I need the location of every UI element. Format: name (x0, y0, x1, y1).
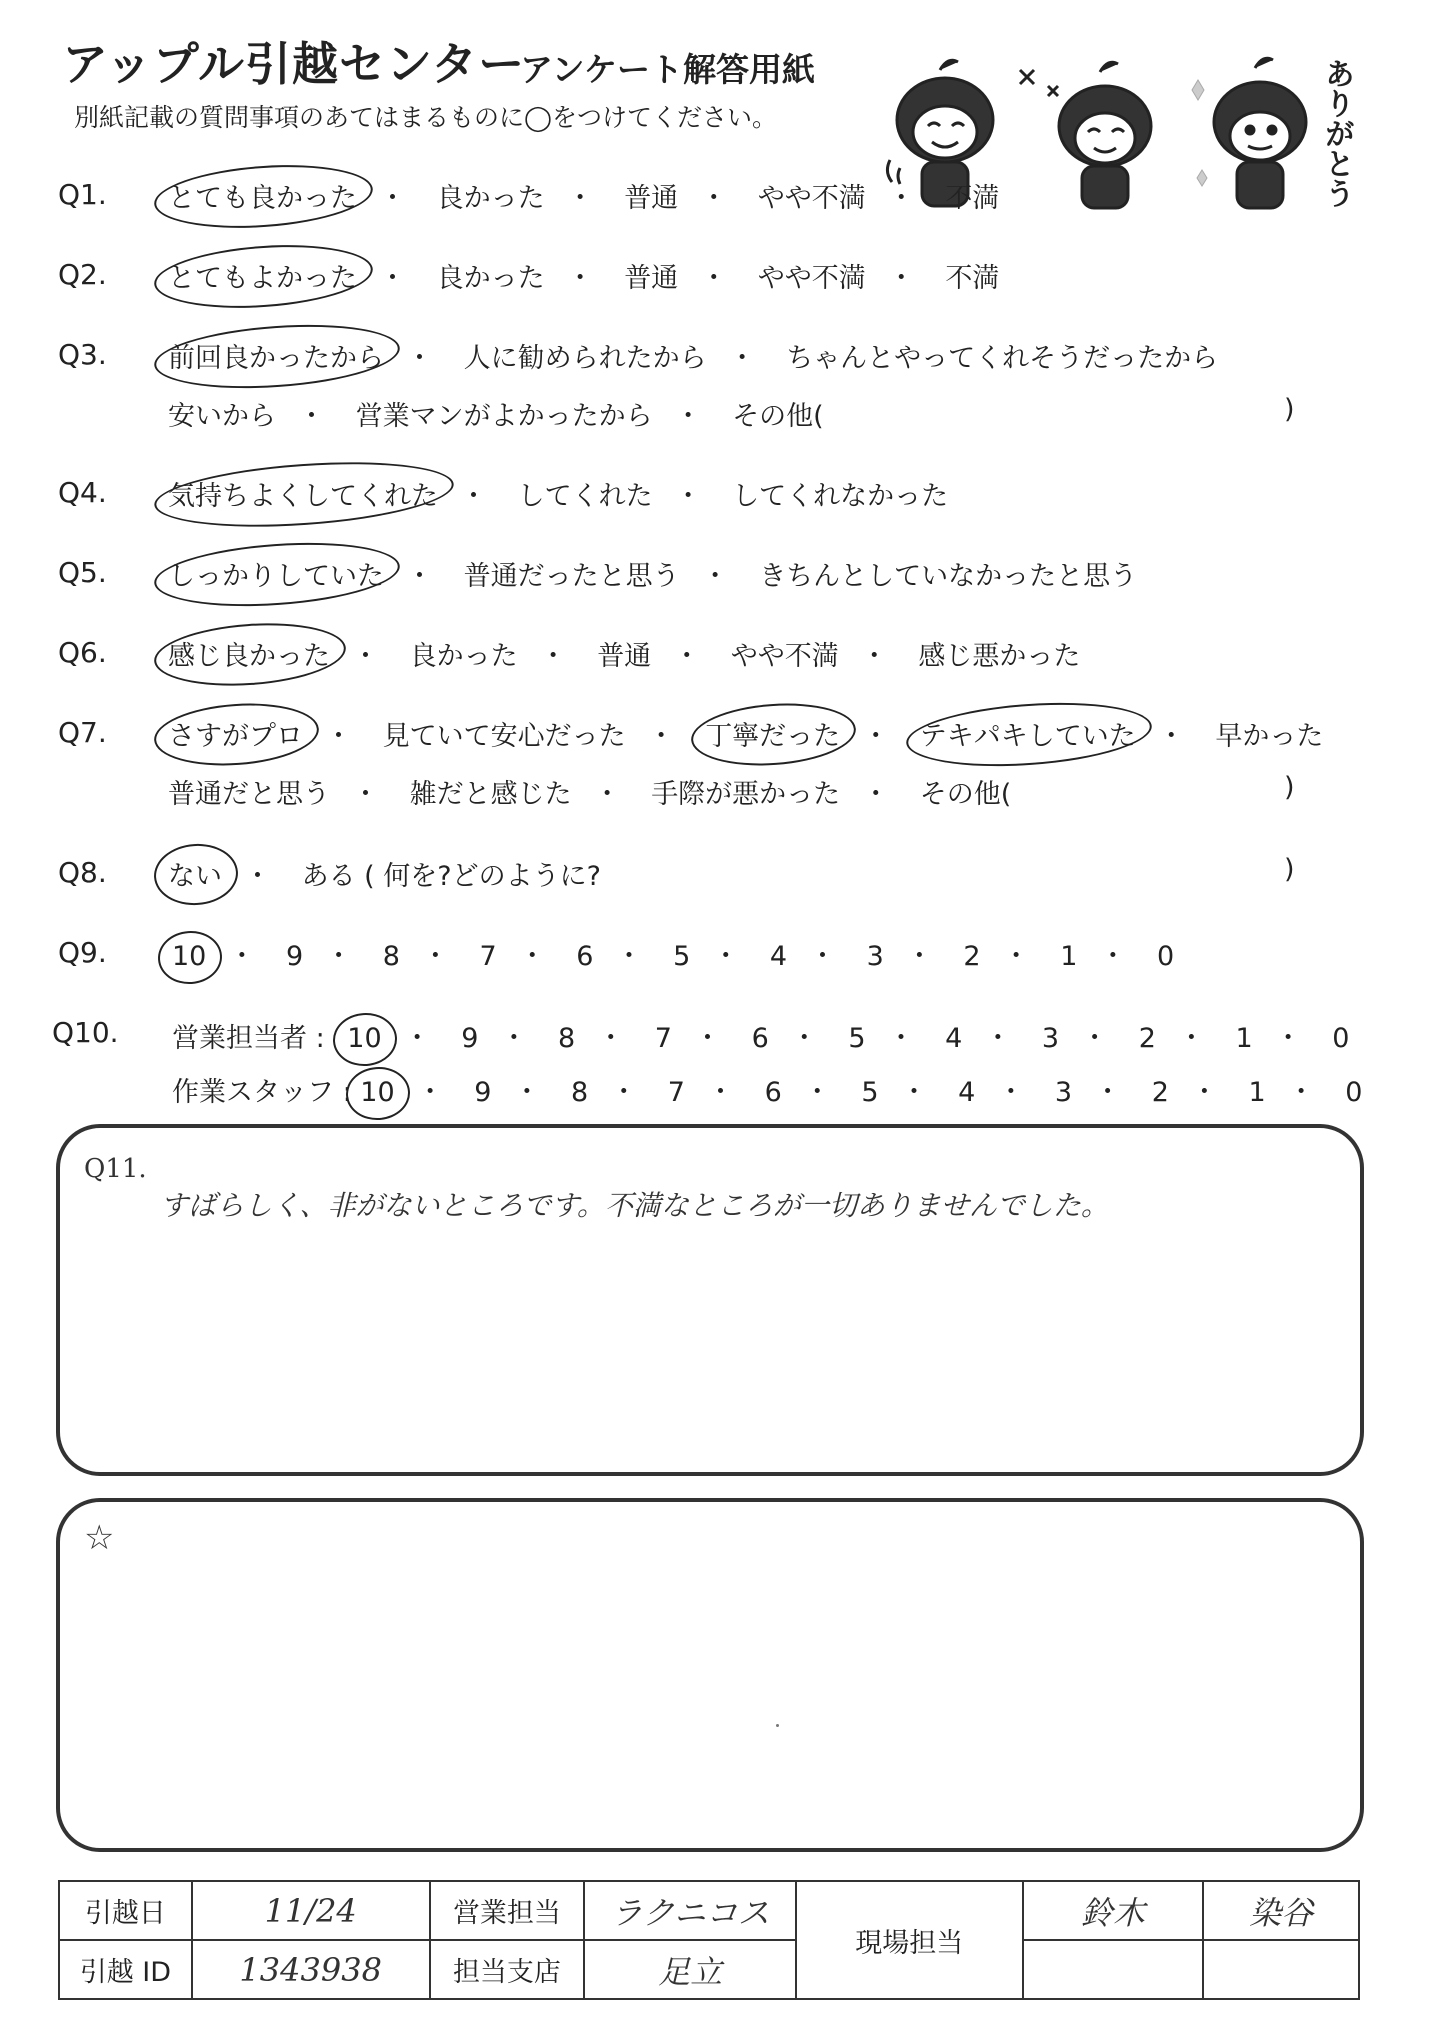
answer-option: 早かった (1215, 721, 1324, 752)
answer-options: 感じ良かった ・ 良かった ・ 普通 ・ やや不満 ・ 感じ悪かった (168, 634, 1080, 673)
question-number: Q2. (58, 258, 107, 291)
answer-option-selected: 気持ちよくしてくれた (168, 474, 438, 513)
answer-option: してくれた (517, 481, 653, 512)
q11-handwritten-answer: すばらしく、非がないところです。不満なところが一切ありませんでした。 (160, 1189, 1109, 1222)
score-option: 0 (1332, 1023, 1350, 1054)
answer-option-selected: とても良かった (168, 176, 357, 215)
score-option: 2 (1138, 1023, 1156, 1054)
score-option: 3 (1054, 1077, 1073, 1108)
star-icon: ☆ (84, 1518, 115, 1558)
answer-options: しっかりしていた ・ 普通だったと思う ・ きちんとしていなかったと思う (168, 554, 1137, 593)
answer-option-selected: さすがプロ (168, 714, 303, 753)
answer-option: その他( (919, 779, 1012, 810)
answer-option-selected: テキパキしていた (920, 714, 1136, 753)
answer-option: 見ていて安心だった (382, 721, 626, 752)
score-option: 4 (945, 1023, 963, 1054)
score-option: 5 (848, 1023, 866, 1054)
score-option: 5 (673, 941, 691, 972)
score-option: 2 (963, 941, 981, 972)
question-number: Q8. (58, 856, 107, 889)
site-staff-blank-1 (1023, 1940, 1204, 1999)
answer-option: 雑だと感じた (409, 779, 572, 810)
question-number: Q1. (58, 178, 107, 211)
answer-option-selected: 前回良かったから (168, 336, 384, 375)
score-option: 9 (474, 1077, 492, 1108)
score-option: 2 (1151, 1077, 1169, 1108)
answer-options: 安いから ・ 営業マンがよかったから ・ その他( (168, 394, 824, 433)
answer-option-selected: しっかりしていた (168, 554, 384, 593)
answer-options: 普通だと思う ・ 雑だと感じた ・ 手際が悪かった ・ その他( (168, 772, 1011, 811)
score-selected: 10 (360, 1077, 395, 1108)
score-options: 10 ・ 9 ・ 8 ・ 7 ・ 6 ・ 5 ・ 4 ・ 3 ・ 2 ・ 1 ・ 0 (172, 941, 1175, 972)
score-option: 8 (558, 1023, 576, 1054)
question-number: Q5. (58, 556, 107, 589)
score-option: 1 (1248, 1077, 1266, 1108)
sales-staff-value: ラクニコス (584, 1881, 796, 1940)
answer-option: 感じ悪かった (918, 641, 1081, 672)
q11-comment-box (56, 1124, 1364, 1476)
site-staff-1: 鈴木 (1023, 1881, 1204, 1940)
score-option: 1 (1060, 941, 1078, 972)
answer-option: やや不満 (757, 183, 866, 214)
answer-option-selected: ない (168, 854, 222, 893)
score-sublabel: 作業スタッフ : (172, 1077, 352, 1108)
question-number: Q7. (58, 716, 107, 749)
answer-option: 営業マンがよかったから (355, 401, 653, 432)
score-option: 1 (1235, 1023, 1253, 1054)
answer-option: 良かった (409, 641, 518, 672)
answer-option: 良かった (436, 263, 545, 294)
q11-label: Q11. (84, 1154, 147, 1184)
answer-options: とてもよかった ・ 良かった ・ 普通 ・ やや不満 ・ 不満 (168, 256, 999, 295)
answer-option: 人に勧められたから (463, 343, 707, 374)
star-comment-box (56, 1498, 1364, 1852)
site-staff-label: 現場担当 (796, 1881, 1023, 1999)
score-option: 6 (751, 1023, 769, 1054)
score-option: 6 (764, 1077, 782, 1108)
answer-options: 気持ちよくしてくれた ・ してくれた ・ してくれなかった (168, 474, 948, 513)
site-staff-blank-2 (1203, 1940, 1359, 1999)
closing-paren: ) (1284, 854, 1295, 885)
question-number: Q6. (58, 636, 107, 669)
question-number: Q3. (58, 338, 107, 371)
score-option: 7 (667, 1077, 685, 1108)
move-date-label: 引越日 (59, 1881, 192, 1940)
sales-staff-label: 営業担当 (430, 1881, 585, 1940)
company-title: アップル引越センター (62, 37, 526, 91)
move-info-table (58, 1880, 1360, 2000)
score-option: 6 (576, 941, 594, 972)
score-option: 4 (769, 941, 788, 972)
score-option: 7 (654, 1023, 672, 1054)
score-option: 8 (382, 941, 400, 972)
score-option: 0 (1156, 941, 1175, 972)
score-option: 9 (461, 1023, 479, 1054)
answer-options: さすがプロ ・ 見ていて安心だった ・ 丁寧だった ・ テキパキしていた ・ 早かった (168, 714, 1323, 753)
move-date-value: 11/24 (192, 1881, 430, 1940)
question-number: Q4. (58, 476, 107, 509)
score-selected: 10 (172, 941, 207, 972)
site-staff-2: 染谷 (1203, 1881, 1359, 1940)
answer-option: その他( (732, 401, 824, 432)
answer-option: してくれなかった (732, 481, 949, 512)
form-title: アンケート解答用紙 (520, 50, 816, 89)
move-id-value: 1343938 (192, 1940, 430, 1999)
answer-option: やや不満 (730, 641, 839, 672)
closing-paren: ) (1284, 772, 1295, 803)
stray-mark (776, 1724, 779, 1727)
answer-option-selected: とてもよかった (168, 256, 357, 295)
score-sublabel: 営業担当者 : (172, 1023, 325, 1054)
thanks-text: ありがとう (1319, 58, 1354, 208)
score-option: 8 (571, 1077, 589, 1108)
answer-option: ある ( 何を?どのように? (301, 861, 601, 892)
answer-options: とても良かった ・ 良かった ・ 普通 ・ やや不満 ・ 不満 (168, 176, 999, 215)
answer-option: 普通 (624, 183, 679, 214)
score-option: 5 (861, 1077, 879, 1108)
answer-option: 普通だったと思う (463, 561, 680, 592)
answer-option: 普通 (624, 263, 679, 294)
answer-option: 手際が悪かった (651, 779, 841, 810)
answer-option: ちゃんとやってくれそうだったから (786, 343, 1219, 374)
score-option: 4 (958, 1077, 976, 1108)
branch-label: 担当支店 (430, 1940, 585, 1999)
answer-option: 不満 (945, 263, 1000, 294)
answer-option: 安いから (168, 401, 276, 432)
score-option: 9 (285, 941, 304, 972)
answer-options: 前回良かったから ・ 人に勧められたから ・ ちゃんとやってくれそうだったから (168, 336, 1218, 375)
answer-option: 普通だと思う (168, 779, 330, 810)
question-number: Q10. (52, 1016, 119, 1049)
score-option: 3 (1041, 1023, 1060, 1054)
score-selected: 10 (347, 1023, 382, 1054)
score-option: 7 (479, 941, 497, 972)
answer-option: やや不満 (757, 263, 866, 294)
instruction-text: 別紙記載の質問事項のあてはまるものに◯をつけてください。 (74, 103, 777, 132)
closing-paren: ) (1284, 394, 1295, 425)
answer-option: 良かった (436, 183, 545, 214)
score-option: 3 (866, 941, 884, 972)
score-options: 作業スタッフ : 10 ・ 9 ・ 8 ・ 7 ・ 6 ・ 5 ・ 4 ・ 3 ・ 2 ・ 1 ・ 0 (172, 1070, 1362, 1109)
score-options: 営業担当者 : 10 ・ 9 ・ 8 ・ 7 ・ 6 ・ 5 ・ 4 ・ 3 ・ 2 ・ 1 ・ 0 (172, 1016, 1349, 1055)
answer-option: 普通 (597, 641, 652, 672)
move-id-label: 引越 ID (59, 1940, 192, 1999)
answer-option-selected: 感じ良かった (168, 634, 330, 673)
branch-value: 足立 (584, 1940, 796, 1999)
answer-option: きちんとしていなかったと思う (759, 561, 1138, 592)
score-option: 0 (1345, 1077, 1363, 1108)
answer-options: ない ・ ある ( 何を?どのように? (168, 854, 601, 893)
answer-option: 不満 (945, 183, 1000, 214)
question-number: Q9. (58, 936, 107, 969)
answer-option-selected: 丁寧だった (705, 714, 840, 753)
